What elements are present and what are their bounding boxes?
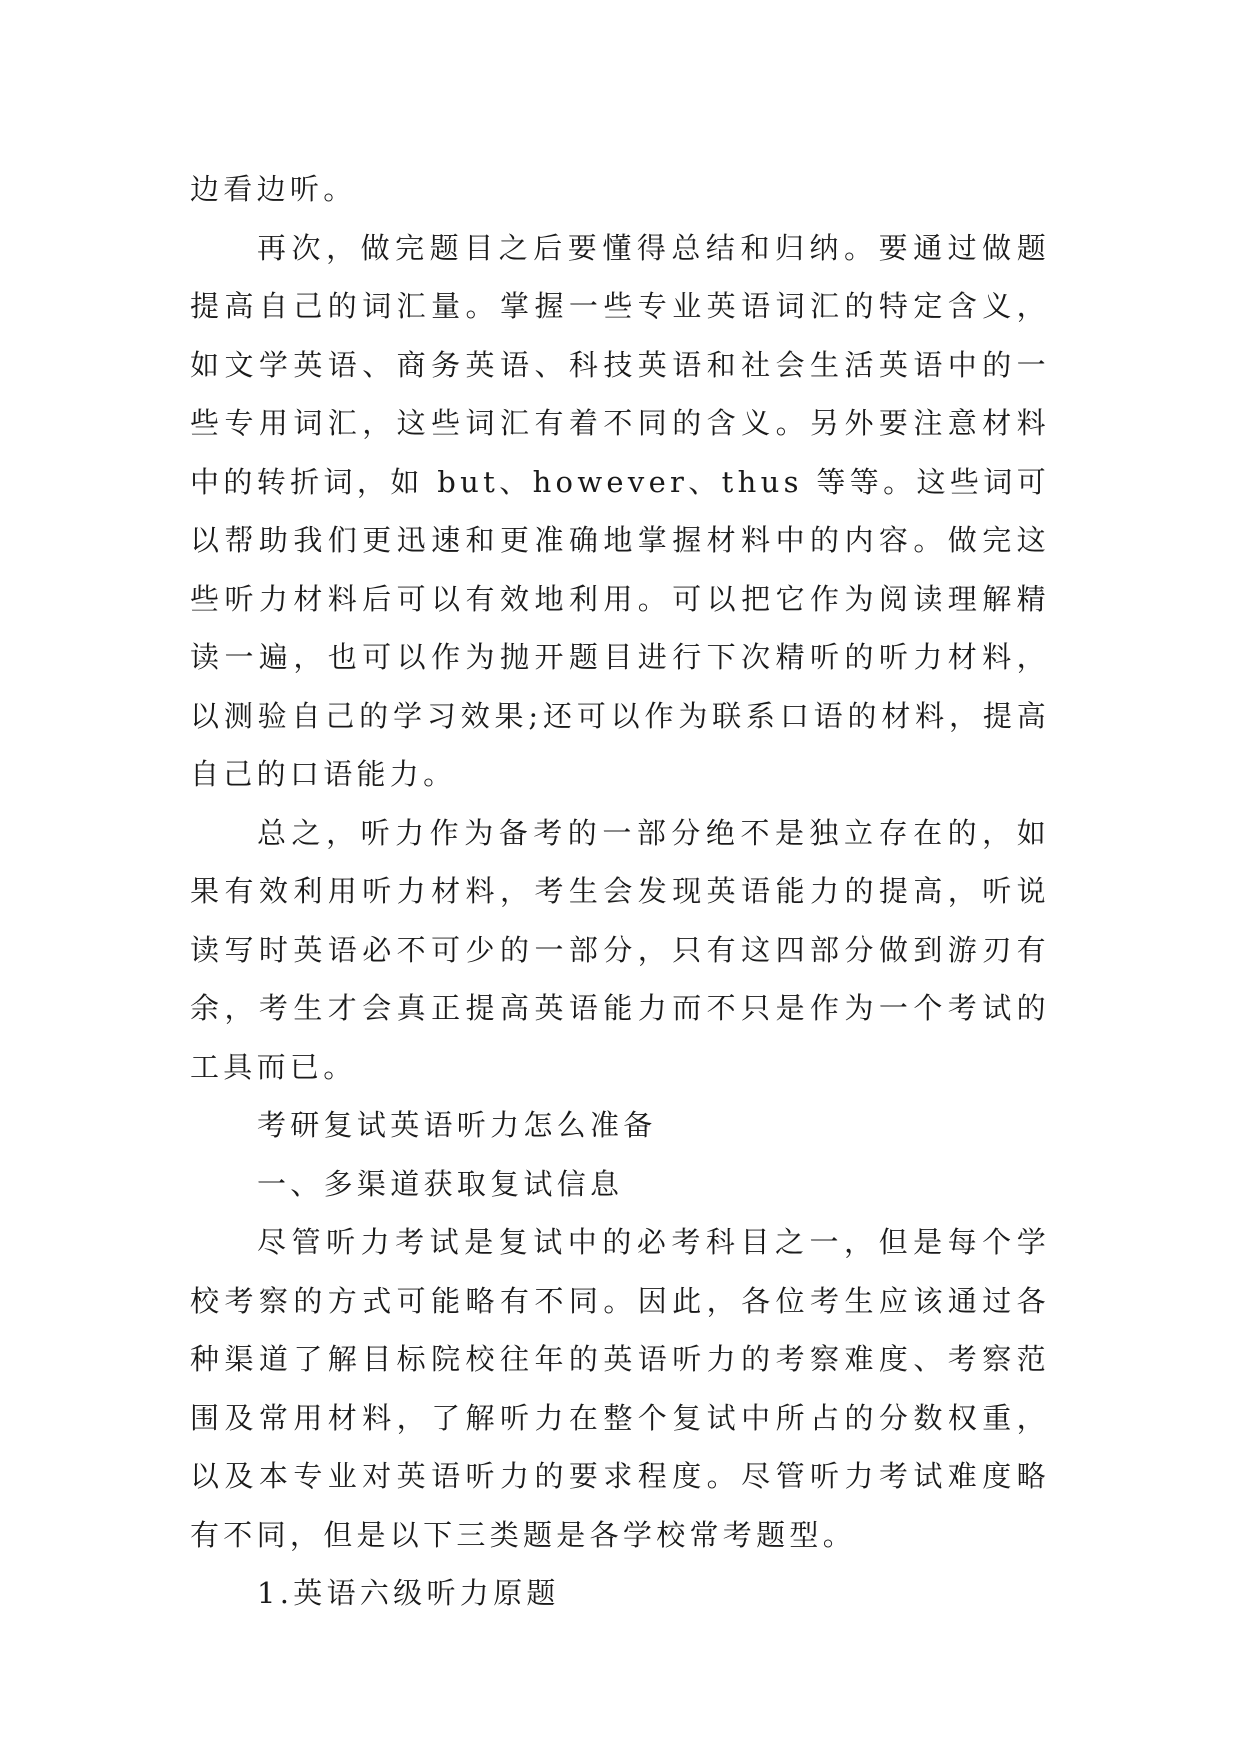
- paragraph-review-summary: 再次，做完题目之后要懂得总结和归纳。要通过做题提高自己的词汇量。掌握一些专业英语词汇的特定含义，如文学英语、商务英语、科技英语和社会生活英语中的一些专用词汇，这些词汇有着不同的含义。另外要注意材料中的转折词，如 but、however、thus 等等。这些词可以帮助我们更迅速和更准确地掌握材料中的内容。做完这些听力材料后可以有效地利用。可以把它作为阅读理解精读一遍，也可以作为抛开题目进行下次精听的听力材料，以测验自己的学习效果;还可以作为联系口语的材料，提高自己的口语能力。: [190, 230, 1050, 791]
- list-item-heading: 1.英语六级听力原题: [257, 1576, 560, 1610]
- paragraph-conclusion: 总之，听力作为备考的一部分绝不是独立存在的，如果有效利用听力材料，考生会发现英语能力的提高，听说读写时英语必不可少的一部分，只有这四部分做到游刃有余，考生才会真正提高英语能力而不只是作为一个考试的工具而已。: [190, 815, 1050, 1084]
- document-body: [190, 160, 1050, 1623]
- paragraph-retest-info: 尽管听力考试是复试中的必考科目之一，但是每个学校考察的方式可能略有不同。因此，各位考生应该通过各种渠道了解目标院校往年的英语听力的考察难度、考察范围及常用材料，了解听力在整个复试中所占的分数权重，以及本专业对英语听力的要求程度。尽管听力考试难度略有不同，但是以下三类题是各学校常考题型。: [190, 1225, 1050, 1552]
- section-heading: 考研复试英语听力怎么准备: [257, 1108, 657, 1142]
- paragraph-continuation: 边看边听。: [190, 172, 357, 206]
- subsection-heading: 一、多渠道获取复试信息: [257, 1166, 624, 1201]
